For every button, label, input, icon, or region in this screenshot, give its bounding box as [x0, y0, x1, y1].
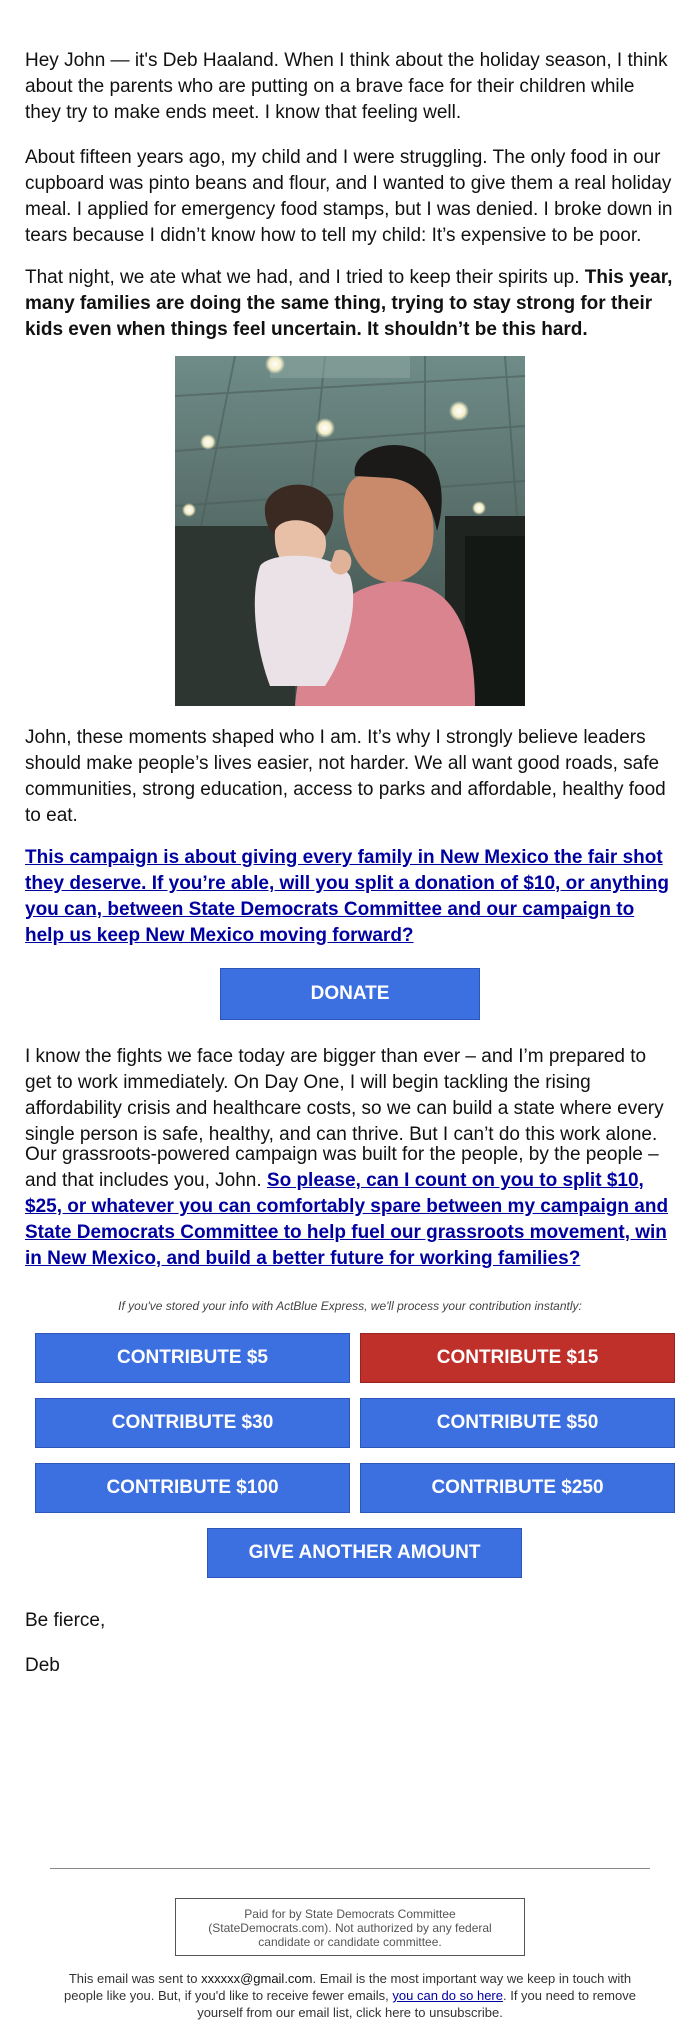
fair-shot-paragraph [25, 845, 675, 949]
recipient-email: xxxxxx@gmail.com [201, 1971, 313, 1986]
night-paragraph-text: That night, we ate what we had, and I tried to keep their spirits up. [25, 267, 585, 288]
intro-paragraph: Hey John — it's Deb Haaland. When I think about the holiday season, I think about the parents who are putting on a brave face for their children while they try to make ends meet. I know that feeling well. [25, 50, 668, 123]
signature-name: Deb [25, 1655, 60, 1676]
night-paragraph [25, 265, 675, 343]
story-paragraph: About fifteen years ago, my child and I were struggling. The only food in our cupboard was pinto beans and flour, and I wanted to give them a real holiday meal. I applied for emergency food stamps, but I was denied. I broke down in tears because I didn’t know how to tell my child: It’s expensive to be poor. [25, 147, 673, 246]
night-paragraph-bold: This year, many families are doing the same thing, trying to stay strong for their kids even when things feel uncertain. It shouldn’t be this hard. [25, 267, 673, 340]
grassroots-donation-link[interactable]: So please, can I count on you to split $10, $25, or whatever you can comfortably spare between my campaign and State Democrats Committee to help fuel our grassroots movement, win in New Mexico, and build a better future for working families? [25, 1170, 669, 1269]
actblue-note: If you've stored your info with ActBlue Express, we'll process your contribution instantly: [118, 1299, 582, 1313]
footer-text-part3: . If you need to remove yourself from our email list, click here to unsubscribe. [197, 1988, 636, 2020]
grassroots-paragraph-text: Our grassroots-powered campaign was built for the people, by the people – and that includes you, John. [25, 1144, 659, 1191]
footer-divider [50, 1868, 650, 1869]
paid-for-disclaimer: Paid for by State Democrats Committee (StateDemocrats.com). Not authorized by any federal candidate or candidate committee. [175, 1898, 525, 1956]
signoff-line: Be fierce, [25, 1610, 106, 1631]
give-another-amount-button[interactable]: GIVE ANOTHER AMOUNT [207, 1528, 522, 1578]
values-paragraph: John, these moments shaped who I am. It’s why I strongly believe leaders should make people’s lives easier, not harder. We all want good roads, safe communities, strong education, access to parks and affordable, healthy food to eat. [25, 727, 666, 826]
day-one-paragraph: I know the fights we face today are bigger than ever – and I’m prepared to get to work immediately. On Day One, I will begin tackling the rising affordability crisis and healthcare costs, so we can build a state where every single person is safe, healthy, and can thrive. But I can’t do this work alone. [25, 1046, 664, 1145]
contribute-30-button[interactable]: CONTRIBUTE $30 [35, 1398, 350, 1448]
family-photo [175, 356, 525, 706]
contribute-15-button[interactable]: CONTRIBUTE $15 [360, 1333, 675, 1383]
footer-text-part1: This email was sent to [68, 1971, 202, 1986]
contribute-100-button[interactable]: CONTRIBUTE $100 [35, 1463, 350, 1513]
grassroots-paragraph [25, 1142, 675, 1272]
footer-text-part2: . Email is the most important way we keep in touch with people like you. But, if you'd like to receive fewer emails, [64, 1971, 632, 2003]
fair-shot-donation-link[interactable]: This campaign is about giving every family in New Mexico the fair shot they deserve. If you’re able, will you split a donation of $10, or anything you can, between State Democrats Committee and our campaign to help us keep New Mexico moving forward? [25, 847, 670, 946]
contribute-5-button[interactable]: CONTRIBUTE $5 [35, 1333, 350, 1383]
donate-button[interactable]: DONATE [220, 968, 480, 1020]
contribute-50-button[interactable]: CONTRIBUTE $50 [360, 1398, 675, 1448]
footer-text [50, 1970, 650, 2021]
contribute-250-button[interactable]: CONTRIBUTE $250 [360, 1463, 675, 1513]
fewer-emails-link[interactable]: you can do so here [392, 1988, 503, 2003]
